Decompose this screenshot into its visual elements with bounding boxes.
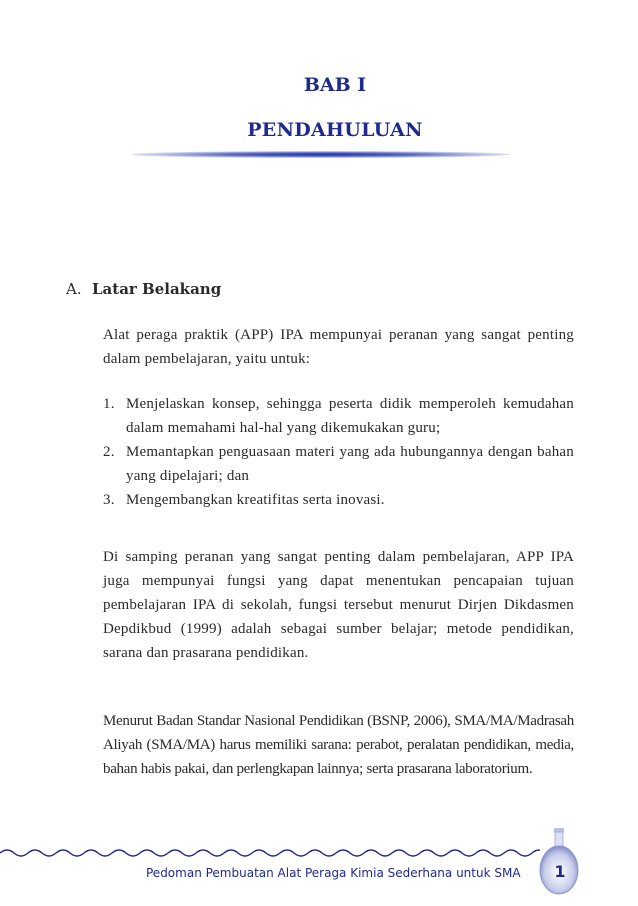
list-item-number: 1.: [103, 396, 115, 412]
list-item-text: Menjelaskan konsep, sehingga peserta didik memperoleh kemudahan dalam memahami hal-hal yang dikemukakan guru;: [126, 396, 574, 436]
intro-paragraph: Alat peraga praktik (APP) IPA mempunyai peranan yang sangat penting dalam pembelajaran, yaitu untuk:: [103, 327, 574, 367]
function-paragraph: Di samping peranan yang sangat penting dalam pembelajaran, APP IPA juga mempunyai fungsi yang dapat menentukan pencapaian tujuan pembelajaran IPA di sekolah, fungsi tersebut menurut Dirjen Dikdasmen Depdikbud (1999) adalah sebagai sumber belajar; metode pendidikan, sarana dan prasarana pendidikan.: [103, 549, 574, 661]
list-item-text: Mengembangkan kreatifitas serta inovasi.: [126, 492, 385, 508]
list-item: [103, 392, 574, 440]
list-item-number: 3.: [103, 492, 115, 508]
chapter-title: PENDAHULUAN: [247, 119, 423, 141]
purpose-list: [103, 392, 574, 512]
chapter-number: BAB I: [303, 74, 367, 96]
bsnp-paragraph: Menurut Badan Standar Nasional Pendidikan (BSNP, 2006), SMA/MA/Madrasah Aliyah (SMA/MA) harus memiliki sarana: perabot, peralatan pendidikan, media, bahan habis pakai, dan perlengkapan lainnya; serta prasarana laboratorium.: [103, 713, 574, 777]
page-number: 1: [554, 862, 566, 881]
footer-text: Pedoman Pembuatan Alat Peraga Kimia Sederhana untuk SMA: [146, 866, 521, 880]
list-item: [103, 488, 574, 512]
section-heading: [66, 280, 221, 298]
section-letter: A.: [66, 280, 82, 298]
section-title: Latar Belakang: [92, 280, 222, 298]
list-item-text: Memantapkan penguasaan materi yang ada hubungannya dengan bahan yang dipelajari; dan: [126, 444, 574, 484]
title-underline-divider: [132, 151, 510, 158]
list-item-number: 2.: [103, 444, 115, 460]
flask-icon: [538, 826, 580, 896]
footer-wave-decoration: [0, 846, 540, 860]
list-item: [103, 440, 574, 488]
